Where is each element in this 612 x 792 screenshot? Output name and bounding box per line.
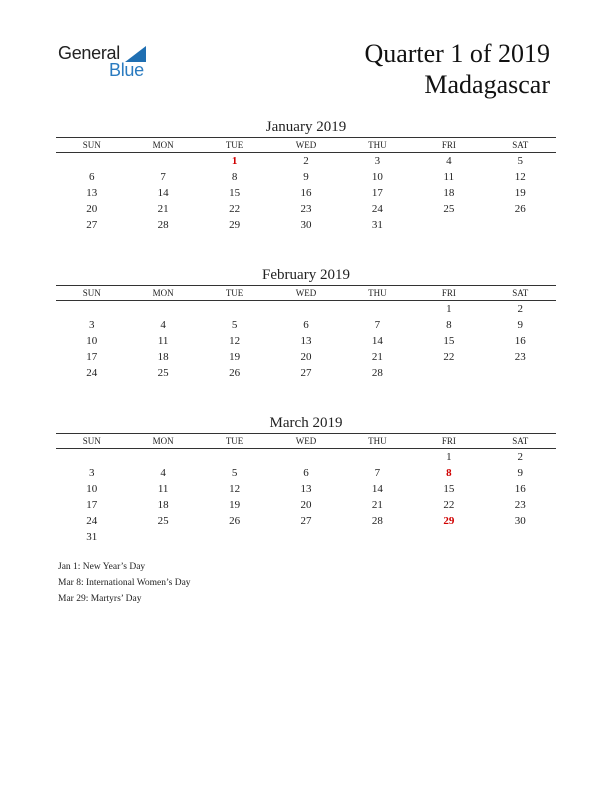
week-row [56, 185, 556, 201]
day-cell: 30 [300, 219, 312, 231]
day-cell: 24 [371, 203, 383, 215]
day-cell: 13 [300, 483, 312, 495]
empty-day-cell [485, 217, 556, 233]
month-weeks [56, 301, 556, 381]
day-cell: 16 [300, 187, 312, 199]
weekday-label: MON [152, 140, 174, 150]
empty-day-cell [413, 365, 484, 381]
month-calendar-february [56, 265, 556, 381]
day-cell: 24 [86, 367, 98, 379]
day-cell: 25 [443, 203, 455, 215]
day-cell: 3 [374, 155, 381, 167]
day-cell: 11 [157, 335, 169, 347]
day-cell: 15 [443, 483, 455, 495]
day-cell: 4 [160, 319, 166, 331]
weekday-label: FRI [441, 140, 456, 150]
week-row [56, 481, 556, 497]
week-row [56, 217, 556, 233]
empty-day-cell [413, 217, 484, 233]
weekday-label: THU [368, 140, 387, 150]
empty-day-cell [127, 301, 198, 317]
holiday-notes [58, 559, 191, 607]
month-weeks [56, 449, 556, 545]
day-cell: 21 [157, 203, 169, 215]
empty-day-cell [199, 529, 270, 545]
holiday-day-cell: 1 [231, 155, 238, 167]
day-cell: 27 [300, 515, 312, 527]
holiday-note: Mar 29: Martyrs’ Day [58, 594, 142, 604]
day-cell: 9 [517, 319, 524, 331]
week-row [56, 513, 556, 529]
day-cell: 6 [88, 171, 95, 183]
day-cell: 14 [371, 483, 383, 495]
empty-day-cell [342, 449, 413, 465]
day-cell: 21 [371, 351, 383, 363]
day-cell: 15 [229, 187, 241, 199]
week-row [56, 317, 556, 333]
weekday-label: MON [152, 288, 174, 298]
day-cell: 5 [517, 155, 524, 167]
day-cell: 7 [374, 319, 381, 331]
weekday-header [56, 434, 556, 449]
week-row [56, 301, 556, 317]
day-cell: 7 [160, 171, 166, 183]
day-cell: 28 [371, 367, 383, 379]
day-cell: 4 [446, 155, 452, 167]
day-cell: 10 [86, 335, 98, 347]
title-country: Madagascar [424, 70, 550, 99]
day-cell: 23 [300, 203, 312, 215]
week-row [56, 349, 556, 365]
day-cell: 25 [157, 515, 169, 527]
day-cell: 22 [229, 203, 241, 215]
day-cell: 18 [157, 499, 169, 511]
day-cell: 17 [371, 187, 383, 199]
day-cell: 9 [303, 171, 309, 183]
empty-day-cell [413, 529, 484, 545]
weekday-label: SUN [82, 288, 101, 298]
day-cell: 16 [514, 335, 526, 347]
empty-day-cell [485, 365, 556, 381]
day-cell: 19 [229, 351, 241, 363]
day-cell: 16 [514, 483, 526, 495]
day-cell: 18 [157, 351, 169, 363]
weekday-label: FRI [441, 436, 456, 446]
day-cell: 8 [446, 319, 452, 331]
month-title: March 2019 [269, 415, 343, 431]
day-cell: 9 [517, 467, 524, 479]
empty-day-cell [56, 449, 127, 465]
weekday-label: TUE [225, 140, 244, 150]
day-cell: 5 [231, 467, 238, 479]
logo-text-general: General [58, 43, 120, 63]
day-cell: 23 [514, 499, 526, 511]
page-title [364, 38, 550, 100]
day-cell: 2 [517, 451, 524, 463]
day-cell: 19 [229, 499, 241, 511]
weekday-label: WED [295, 140, 317, 150]
day-cell: 23 [514, 351, 526, 363]
day-cell: 15 [443, 335, 455, 347]
empty-day-cell [56, 153, 127, 169]
day-cell: 12 [229, 483, 241, 495]
day-cell: 1 [446, 303, 452, 315]
empty-day-cell [485, 529, 556, 545]
month-calendar-march [56, 413, 556, 545]
day-cell: 6 [303, 467, 309, 479]
empty-day-cell [199, 301, 270, 317]
holiday-day-cell: 8 [446, 467, 452, 479]
day-cell: 27 [300, 367, 312, 379]
weekday-label: TUE [225, 436, 244, 446]
day-cell: 22 [443, 351, 455, 363]
day-cell: 29 [229, 219, 241, 231]
week-row [56, 449, 556, 465]
day-cell: 22 [443, 499, 455, 511]
empty-day-cell [270, 301, 341, 317]
day-cell: 27 [86, 219, 98, 231]
weekday-label: THU [368, 288, 387, 298]
day-cell: 26 [514, 203, 526, 215]
empty-day-cell [127, 153, 198, 169]
day-cell: 17 [86, 499, 98, 511]
week-row [56, 529, 556, 545]
empty-day-cell [270, 449, 341, 465]
day-cell: 4 [160, 467, 166, 479]
day-cell: 28 [371, 515, 383, 527]
day-cell: 11 [443, 171, 455, 183]
logo-text-blue: Blue [109, 60, 144, 80]
weekday-header [56, 286, 556, 301]
day-cell: 17 [86, 351, 98, 363]
empty-day-cell [127, 449, 198, 465]
day-cell: 20 [300, 499, 312, 511]
day-cell: 13 [300, 335, 312, 347]
empty-day-cell [127, 529, 198, 545]
empty-day-cell [342, 301, 413, 317]
weekday-label: SAT [512, 288, 529, 298]
weekday-label: SAT [512, 436, 529, 446]
day-cell: 5 [231, 319, 238, 331]
day-cell: 20 [86, 203, 98, 215]
day-cell: 24 [86, 515, 98, 527]
month-calendar-january [56, 117, 556, 233]
weekday-label: TUE [225, 288, 244, 298]
day-cell: 12 [229, 335, 241, 347]
empty-day-cell [56, 301, 127, 317]
holiday-day-cell: 29 [443, 515, 455, 527]
holiday-note: Mar 8: International Women’s Day [58, 578, 191, 588]
day-cell: 10 [371, 171, 383, 183]
day-cell: 19 [514, 187, 526, 199]
empty-day-cell [342, 529, 413, 545]
day-cell: 12 [514, 171, 526, 183]
day-cell: 2 [303, 155, 309, 167]
day-cell: 21 [371, 499, 383, 511]
empty-day-cell [270, 529, 341, 545]
week-row [56, 333, 556, 349]
day-cell: 14 [157, 187, 169, 199]
generalblue-logo [58, 43, 158, 83]
day-cell: 13 [86, 187, 98, 199]
day-cell: 26 [229, 367, 241, 379]
empty-day-cell [199, 449, 270, 465]
weekday-label: MON [152, 436, 174, 446]
week-row [56, 153, 556, 169]
weekday-label: WED [295, 436, 317, 446]
month-title: January 2019 [265, 119, 347, 135]
month-weeks [56, 153, 556, 233]
weekday-label: SAT [512, 140, 529, 150]
week-row [56, 201, 556, 217]
title-quarter: Quarter 1 of 2019 [364, 39, 550, 68]
weekday-label: SUN [82, 140, 101, 150]
day-cell: 26 [229, 515, 241, 527]
week-row [56, 497, 556, 513]
week-row [56, 169, 556, 185]
holiday-note: Jan 1: New Year’s Day [58, 562, 146, 572]
day-cell: 3 [88, 319, 95, 331]
weekday-header [56, 138, 556, 153]
day-cell: 30 [514, 515, 526, 527]
day-cell: 10 [86, 483, 98, 495]
week-row [56, 465, 556, 481]
weekday-label: WED [295, 288, 317, 298]
day-cell: 1 [446, 451, 452, 463]
day-cell: 31 [86, 531, 98, 543]
day-cell: 3 [88, 467, 95, 479]
day-cell: 18 [443, 187, 455, 199]
weekday-label: FRI [441, 288, 456, 298]
day-cell: 25 [157, 367, 169, 379]
weekday-label: THU [368, 436, 387, 446]
day-cell: 14 [371, 335, 383, 347]
day-cell: 28 [157, 219, 169, 231]
day-cell: 6 [303, 319, 309, 331]
day-cell: 31 [371, 219, 383, 231]
day-cell: 11 [157, 483, 169, 495]
weekday-label: SUN [82, 436, 101, 446]
week-row [56, 365, 556, 381]
day-cell: 2 [517, 303, 524, 315]
day-cell: 7 [374, 467, 381, 479]
day-cell: 8 [231, 171, 238, 183]
day-cell: 20 [300, 351, 312, 363]
month-title: February 2019 [262, 267, 350, 283]
